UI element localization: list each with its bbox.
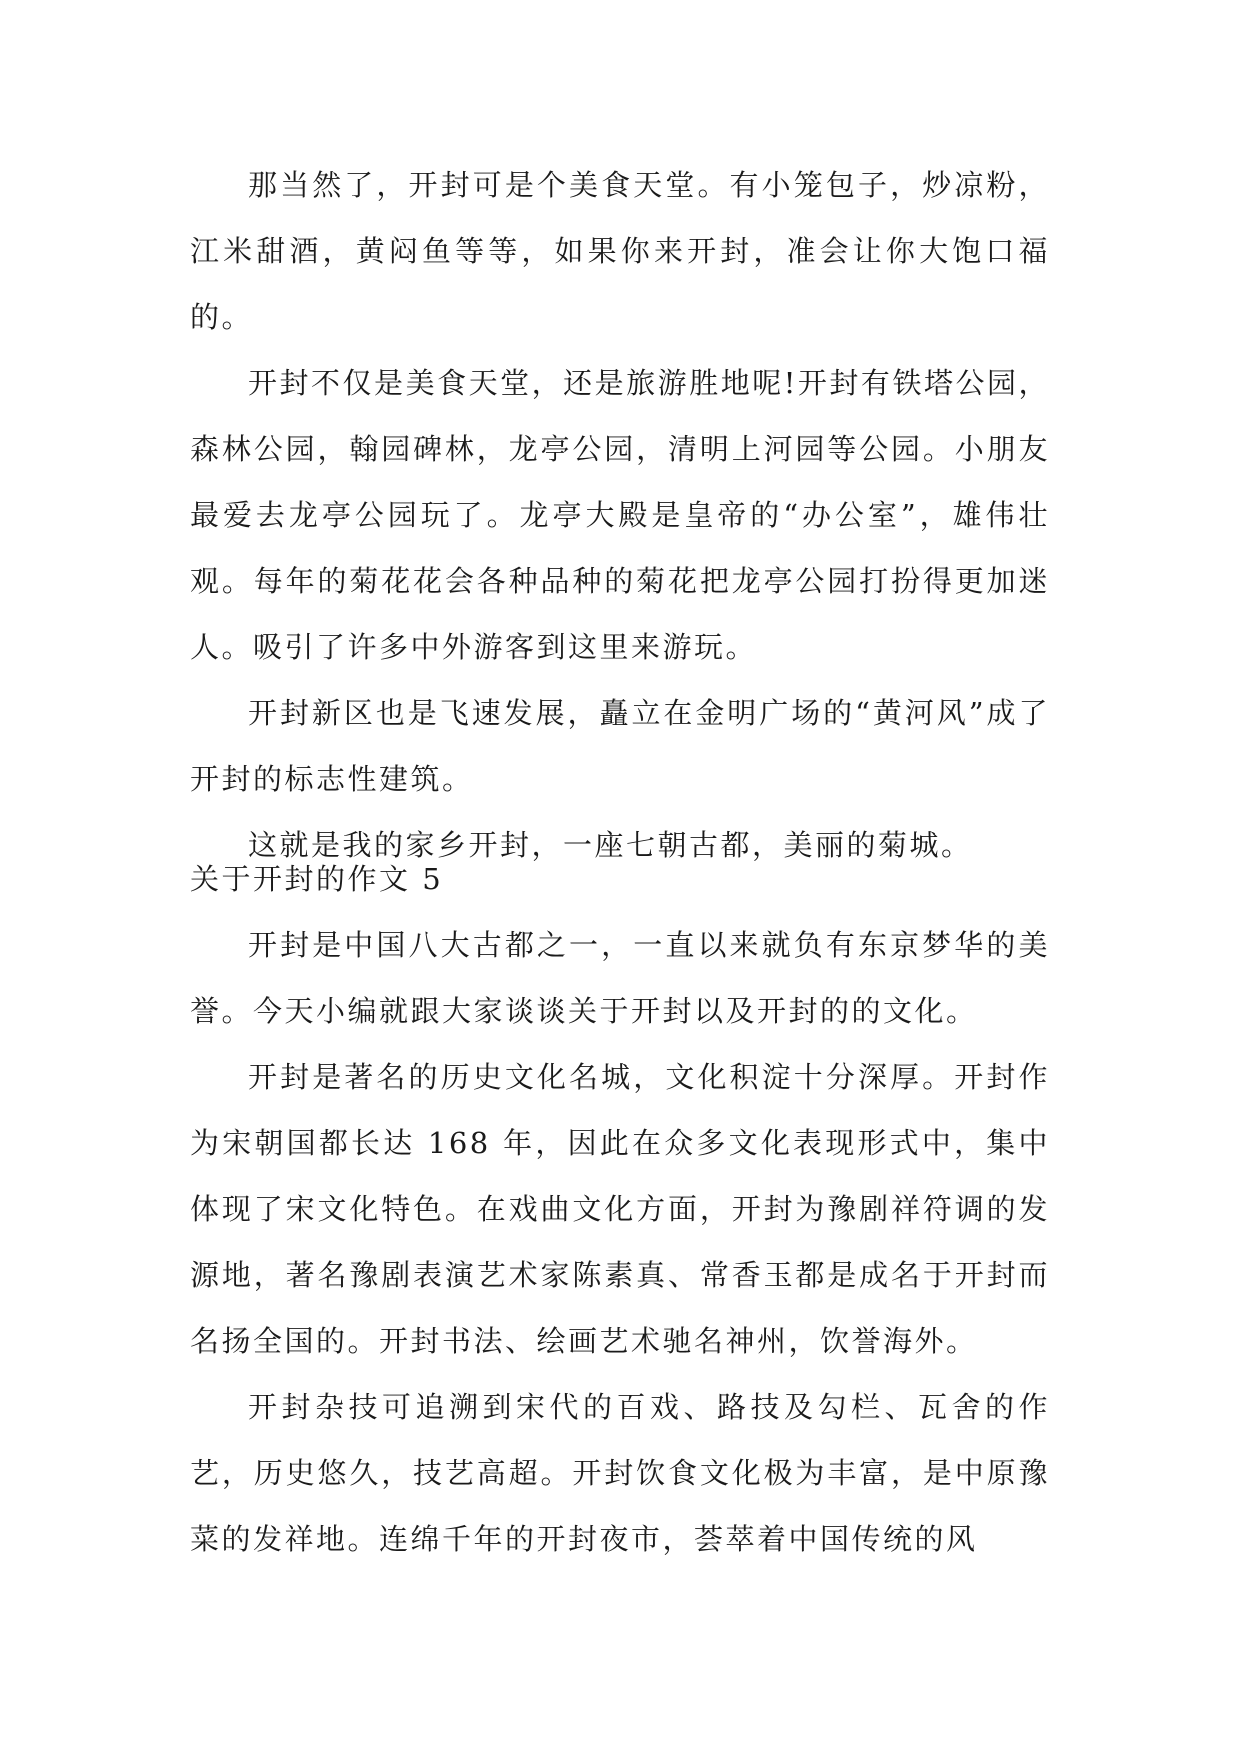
section-heading: 关于开封的作文 5 bbox=[190, 862, 444, 896]
paragraph: 开封是著名的历史文化名城，文化积淀十分深厚。开封作为宋朝国都长达 168 年，因此在众多文化表现形式中，集中体现了宋文化特色。在戏曲文化方面，开封为豫剧祥符调的发源地，著名豫剧表演艺术家陈素真、常香玉都是成名于开封而名扬全国的。开封书法、绘画艺术驰名神州，饮誉海外。 bbox=[190, 1060, 1050, 1358]
paragraph: 这就是我的家乡开封，一座七朝古都，美丽的菊城。 bbox=[248, 828, 973, 862]
paragraph: 开封是中国八大古都之一，一直以来就负有东京梦华的美誉。今天小编就跟大家谈谈关于开封以及开封的的文化。 bbox=[190, 928, 1050, 1028]
paragraph: 那当然了，开封可是个美食天堂。有小笼包子，炒凉粉，江米甜酒，黄闷鱼等等，如果你来开封，准会让你大饱口福的。 bbox=[190, 168, 1050, 334]
paragraph: 开封新区也是飞速发展，矗立在金明广场的“黄河风”成了开封的标志性建筑。 bbox=[190, 696, 1050, 796]
paragraph: 开封杂技可追溯到宋代的百戏、路技及勾栏、瓦舍的作艺，历史悠久，技艺高超。开封饮食文化极为丰富，是中原豫菜的发祥地。连绵千年的开封夜市，荟萃着中国传统的风 bbox=[190, 1390, 1050, 1556]
paragraph: 开封不仅是美食天堂，还是旅游胜地呢!开封有铁塔公园，森林公园，翰园碑林，龙亭公园，清明上河园等公园。小朋友最爱去龙亭公园玩了。龙亭大殿是皇帝的“办公室”，雄伟壮观。每年的菊花花会各种品种的菊花把龙亭公园打扮得更加迷人。吸引了许多中外游客到这里来游玩。 bbox=[190, 366, 1050, 664]
section-2-body bbox=[190, 912, 1050, 1572]
section-1-body bbox=[190, 152, 1050, 878]
